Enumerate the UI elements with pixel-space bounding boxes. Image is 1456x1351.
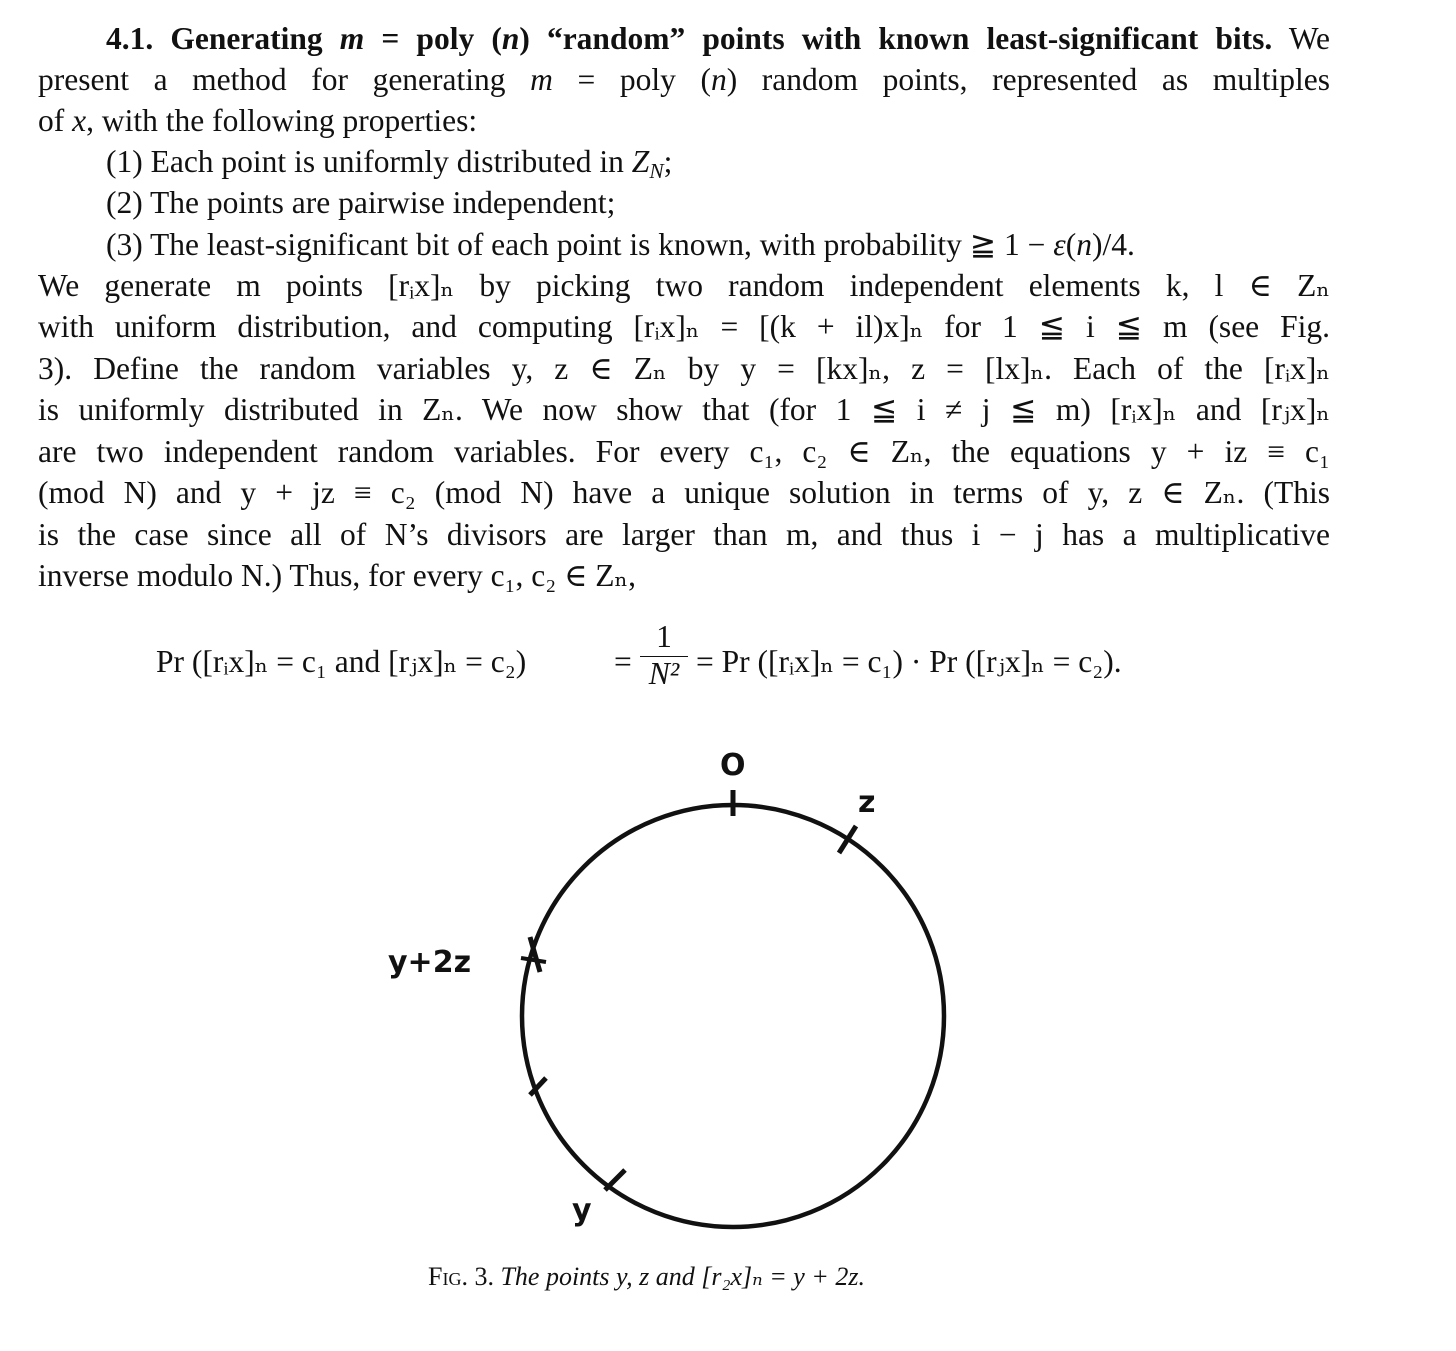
math-x: x [72, 103, 87, 138]
body-line-7: We generate m points [rᵢx]ₙ by picking two random independent elements k, l ∈ Zₙ [38, 268, 1330, 303]
text-run: = poly ( [552, 62, 711, 97]
section-title-after: We [1288, 21, 1331, 56]
text-run: of [38, 103, 73, 138]
label-y-plus-2z: y+2z [388, 945, 472, 980]
body-line-14: inverse modulo N.) Thus, for every c₁, c₂ ∈ Zₙ, [38, 558, 637, 593]
text-run: ) random points, represented as multiples [726, 62, 1330, 97]
text-run: (3) The least-significant bit of each point is known, with probability ≧ 1 − [106, 227, 1054, 262]
label-y: y [572, 1193, 592, 1228]
section-title-m: m [339, 21, 365, 56]
section-title-n: n [501, 21, 520, 56]
math-n: n [1076, 227, 1092, 262]
text-run: ( [1065, 227, 1077, 262]
tick-y-plus-2z-cross [521, 958, 546, 962]
section-title-eq: = poly ( [364, 21, 502, 56]
body-line-13: is the case since all of N’s divisors are larger than m, and thus i − j has a multiplicative [38, 517, 1330, 552]
body-line-12: (mod N) and y + jz ≡ c₂ (mod N) have a unique solution in terms of y, z ∈ Zₙ. (This [38, 475, 1330, 510]
equation-lhs: Pr ([rᵢx]ₙ = c₁ and [rⱼx]ₙ = c₂) [156, 644, 527, 679]
math-Z: Z [631, 144, 650, 179]
fraction-denominator: N² [648, 656, 680, 691]
fraction-numerator: 1 [656, 619, 672, 654]
body-line-9: 3). Define the random variables y, z ∈ Zₙ by y = [kx]ₙ, z = [lx]ₙ. Each of the [rᵢx]ₙ [38, 351, 1330, 386]
label-z: z [858, 785, 876, 820]
text-run: , with the following properties: [86, 103, 478, 138]
text-run: ; [663, 144, 673, 179]
body-line-10: is uniformly distributed in Zₙ. We now show that (for 1 ≦ i ≠ j ≦ m) [rᵢx]ₙ and [rⱼx]ₙ [38, 392, 1330, 427]
caption-fig-label: Fig. 3. [428, 1262, 494, 1291]
math-sub-N: N [649, 158, 664, 183]
equation-equals: = [614, 644, 632, 679]
text-run: (1) Each point is uniformly distributed in [106, 144, 632, 179]
tick-z [839, 826, 856, 853]
math-n: n [710, 62, 727, 97]
tick-y [605, 1170, 625, 1190]
math-m: m [530, 62, 553, 97]
tick-zero-cross [721, 805, 745, 806]
label-zero: O [720, 748, 746, 783]
equation-rhs: = Pr ([rᵢx]ₙ = c₁) · Pr ([rⱼx]ₙ = c₂). [696, 644, 1122, 679]
section-title-a: Generating [170, 21, 323, 56]
text-run: present a method for generating [38, 62, 531, 97]
body-line-8: with uniform distribution, and computing [rᵢx]ₙ = [(k + il)x]ₙ for 1 ≦ i ≦ m (see Fig. [38, 309, 1330, 344]
text-run: )/4. [1091, 227, 1135, 262]
text-run: (2) The points are pairwise independent; [106, 185, 616, 220]
figure-caption [428, 1260, 865, 1294]
section-title-b: ) “random” points with known least-significant bits. [519, 21, 1273, 56]
caption-text: The points y, z and [r₂x]ₙ = y + 2z. [500, 1262, 865, 1291]
math-epsilon: ε [1053, 227, 1066, 262]
section-number: 4.1. [106, 21, 154, 56]
body-line-11: are two independent random variables. For every c₁, c₂ ∈ Zₙ, the equations y + iz ≡ c₁ [38, 434, 1330, 469]
residue-circle [522, 805, 944, 1227]
